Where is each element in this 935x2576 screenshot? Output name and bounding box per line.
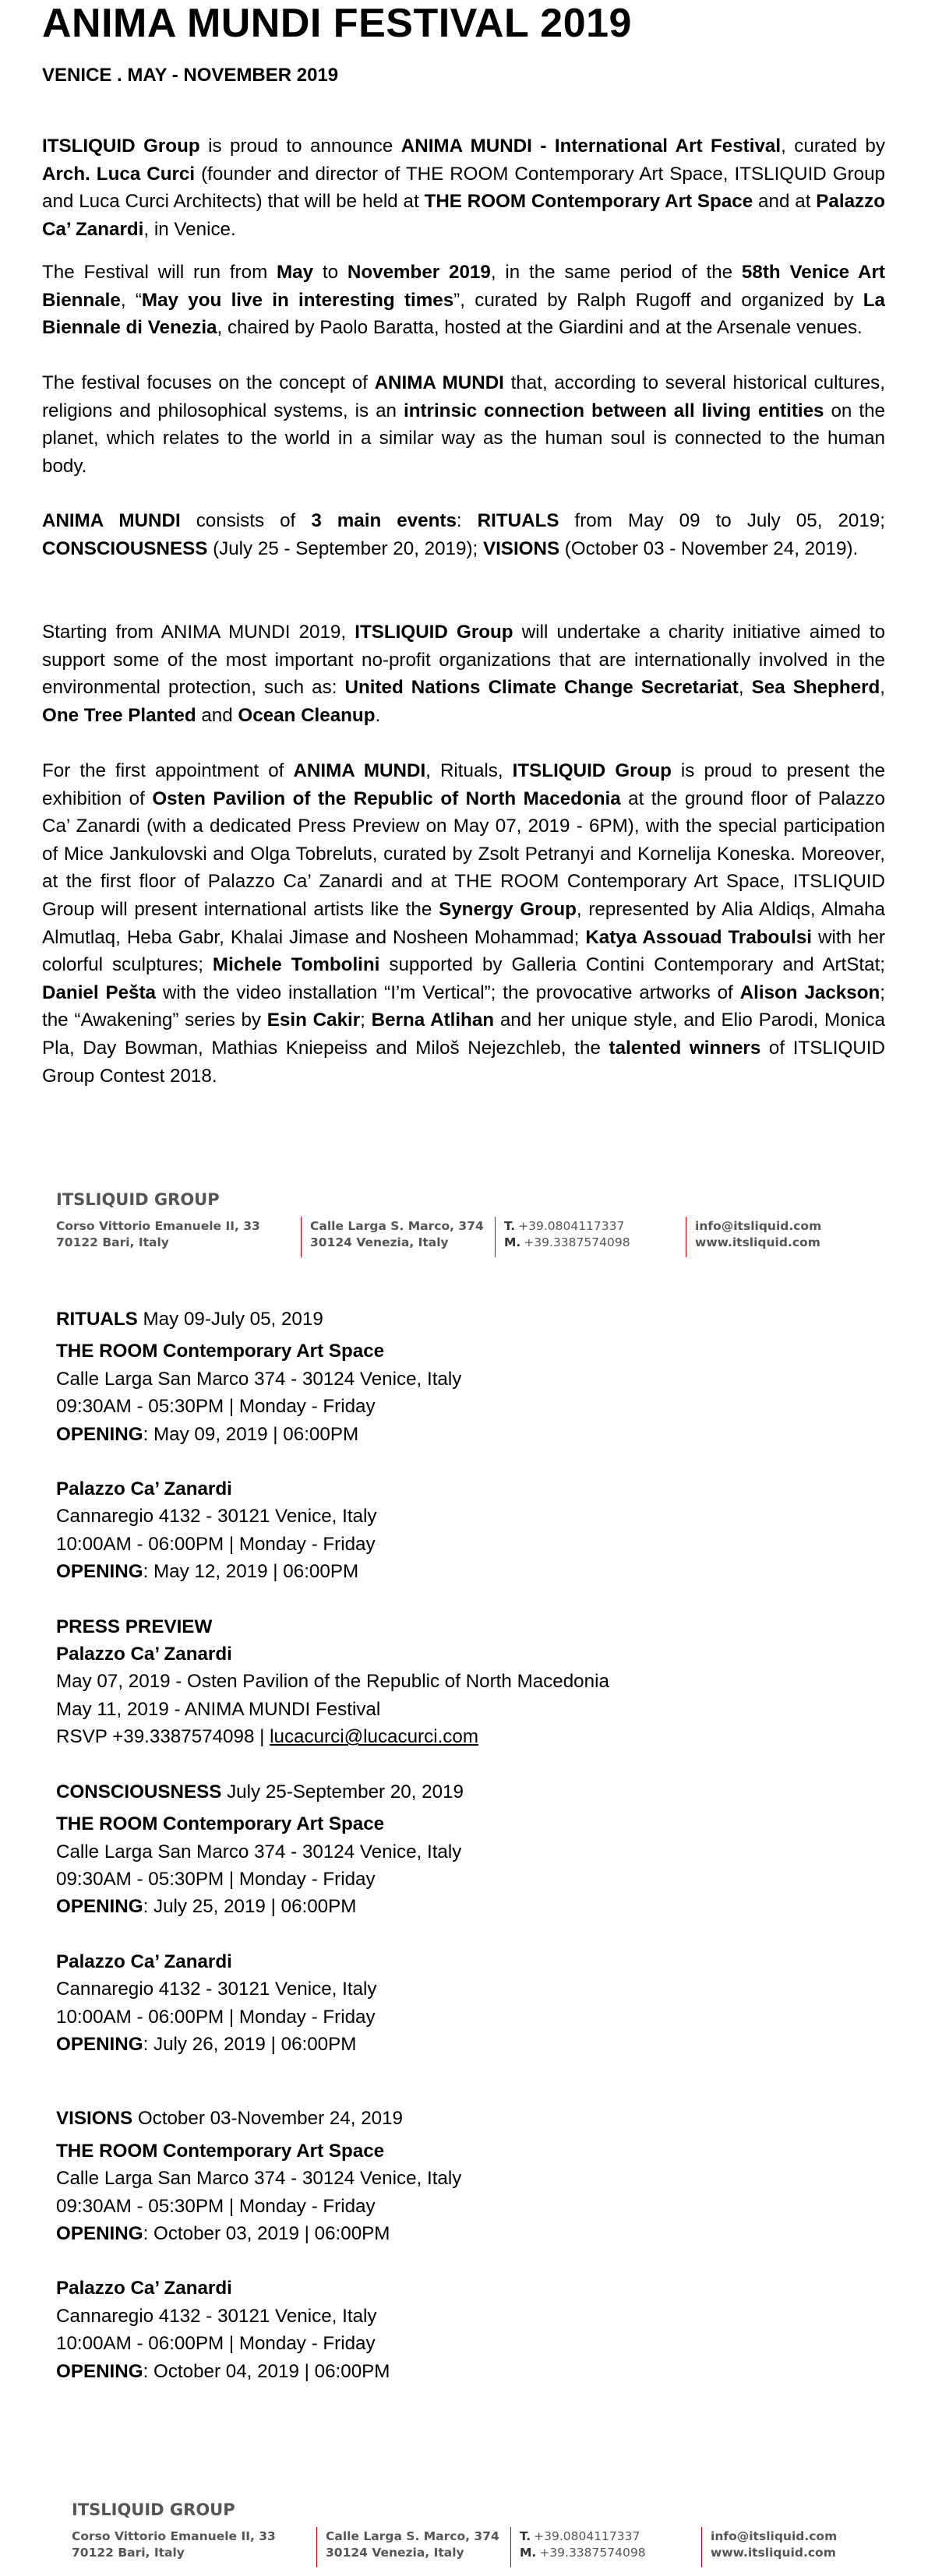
footer-address-line: 30124 Venezia, Italy [310,1235,449,1249]
venue-hours: 10:00AM - 06:00PM | Monday - Friday [56,1533,376,1555]
venue-block [56,1810,882,1921]
footer-contacts [695,1218,821,1251]
footer-divider [495,1217,496,1257]
venue-name: THE ROOM Contemporary Art Space [56,2140,385,2162]
venue-hours: 09:30AM - 05:30PM | Monday - Friday [56,1868,376,1890]
footer-divider [701,2527,702,2567]
venue-opening [56,1893,882,1920]
footer-website-link[interactable]: www.itsliquid.com [711,2546,836,2560]
opening-label: OPENING [56,1896,143,1918]
footer-divider [510,2527,511,2567]
press-preview-title: PRESS PREVIEW [56,1616,213,1637]
venue-name: THE ROOM Contemporary Art Space [56,1341,385,1362]
venue-hours: 09:30AM - 05:30PM | Monday - Friday [56,2195,376,2217]
event-heading [56,1306,882,1333]
footer-address-venezia [326,2528,499,2561]
venue-name: Palazzo Ca’ Zanardi [56,1644,232,1665]
venue-opening [56,2031,882,2058]
opening-value: : July 25, 2019 | 06:00PM [143,1896,357,1918]
footer-company-name: ITSLIQUID GROUP [56,1190,220,1209]
venue-name: Palazzo Ca’ Zanardi [56,1478,232,1500]
footer-address-line: 70122 Bari, Italy [72,2546,185,2560]
event-schedule [56,1306,882,2385]
venue-address: Cannaregio 4132 - 30121 Venice, Italy [56,1979,377,2000]
footer-email-link[interactable]: info@itsliquid.com [695,1219,822,1233]
venue-address: Calle Larga San Marco 374 - 30124 Venice, Italy [56,1841,462,1862]
event-consciousness [56,1778,882,2059]
opening-value: : October 04, 2019 | 06:00PM [143,2360,390,2382]
company-footer-bottom [72,2500,898,2571]
opening-label: OPENING [56,2033,143,2055]
footer-contacts [711,2528,837,2561]
venue-opening [56,1421,882,1448]
event-heading [56,1778,882,1806]
venue-block [56,1475,882,1586]
venue-block [56,1948,882,2059]
footer-website-link[interactable]: www.itsliquid.com [695,1235,820,1249]
footer-phones [520,2528,646,2561]
event-heading [56,2105,882,2132]
venue-name: Palazzo Ca’ Zanardi [56,1951,232,1972]
opening-value: : July 26, 2019 | 06:00PM [143,2033,357,2055]
footer-address-line: Calle Larga S. Marco, 374 [326,2529,499,2543]
opening-value: : May 09, 2019 | 06:00PM [143,1423,359,1445]
intro-paragraph-charity: Starting from ANIMA MUNDI 2019, ITSLIQUID Group will undertake a charity initiative aimed to support some of the most important no-profit organizations that are internationally involved in the environmental protection, such as: United Nations Climate Change Secretariat, Sea Shepherd, One Tree Planted and Ocean Cleanup. [42,622,886,726]
footer-address-bari [72,2528,276,2561]
venue-block [56,2275,882,2385]
footer-address-venezia [310,1218,484,1251]
footer-tel-label: T. [520,2529,531,2543]
venue-opening [56,2358,882,2385]
event-dates: October 03-November 24, 2019 [132,2108,404,2130]
footer-company-name: ITSLIQUID GROUP [72,2500,235,2519]
footer-tel[interactable]: +39.0804117337 [518,1219,625,1233]
press-preview-rsvp [56,1723,882,1750]
footer-address-bari [56,1218,260,1251]
venue-block [56,2137,882,2248]
event-dates: May 09-July 05, 2019 [137,1309,323,1330]
event-dates: July 25-September 20, 2019 [221,1781,464,1802]
press-preview-date: May 07, 2019 - Osten Pavilion of the Republic of North Macedonia [56,1671,609,1693]
footer-mob-label: M. [520,2546,537,2560]
venue-hours: 09:30AM - 05:30PM | Monday - Friday [56,1396,376,1418]
footer-mob-label: M. [504,1235,521,1249]
venue-address: Calle Larga San Marco 374 - 30124 Venice, Italy [56,2168,462,2190]
intro-paragraph-announcement: ITSLIQUID Group is proud to announce ANIMA MUNDI - International Art Festival, curated by Arch. Luca Curci (founder and director of THE ROOM Contemporary Art Space, ITSLIQUID Group and Luca Curci Architects) that will be held at THE ROOM Contemporary Art Space and at Palazzo Ca’ Zanardi, in Venice. [42,136,885,240]
opening-value: : May 12, 2019 | 06:00PM [143,1561,359,1583]
footer-address-line: Corso Vittorio Emanuele II, 33 [72,2529,276,2543]
event-name: VISIONS [56,2108,133,2130]
footer-mob[interactable]: +39.3387574098 [539,2546,646,2560]
intro-paragraph-festival-dates: The Festival will run from May to November 2019, in the same period of the 58th Venice Art Biennale, “May you live in interesting times”, curated by Ralph Rugoff and organized by La Biennale di Venezia, chaired by Paolo Baratta, hosted at the Giardini and at the Arsenale venues. [42,262,886,339]
opening-value: : October 03, 2019 | 06:00PM [143,2222,390,2244]
footer-address-line: Corso Vittorio Emanuele II, 33 [56,1219,260,1233]
footer-address-line: Calle Larga S. Marco, 374 [310,1219,484,1233]
page-subtitle: VENICE . MAY - NOVEMBER 2019 [42,65,339,86]
footer-address-line: 70122 Bari, Italy [56,1235,169,1249]
opening-label: OPENING [56,2360,143,2382]
rsvp-text: RSVP +39.3387574098 | [56,1726,270,1748]
venue-name: Palazzo Ca’ Zanardi [56,2278,232,2299]
page-title: ANIMA MUNDI FESTIVAL 2019 [42,1,632,46]
venue-opening [56,1558,882,1585]
intro-paragraph-events: ANIMA MUNDI consists of 3 main events: RITUALS from May 09 to July 05, 2019; CONSCIOUSNESS (July 25 - September 20, 2019); VISIONS (October 03 - November 24, 2019). [42,510,885,559]
event-rituals [56,1306,882,1586]
venue-opening [56,2220,882,2247]
rsvp-email-link[interactable]: lucacurci@lucacurci.com [270,1726,478,1748]
venue-address: Cannaregio 4132 - 30121 Venice, Italy [56,1506,377,1528]
company-footer-top [56,1190,882,1260]
footer-tel-label: T. [504,1219,516,1233]
venue-hours: 10:00AM - 06:00PM | Monday - Friday [56,2006,376,2028]
footer-divider [316,2527,317,2567]
footer-phones [504,1218,630,1251]
venue-address: Calle Larga San Marco 374 - 30124 Venice, Italy [56,1368,462,1390]
footer-address-line: 30124 Venezia, Italy [326,2546,464,2560]
intro-paragraph-exhibition: For the first appointment of ANIMA MUNDI, Rituals, ITSLIQUID Group is proud to present the exhibition of Osten Pavilion of the Republic of North Macedonia at the ground floor of Palazzo Ca’ Zanardi (with a dedicated Press Preview on May 07, 2019 - 6PM), with the special participation of Mice Jankulovski and Olga Tobreluts, curated by Zsolt Petranyi and Kornelija Koneska. Moreover, at the first floor of Palazzo Ca’ Zanardi and at THE ROOM Contemporary Art Space, ITSLIQUID Group will present international artists like the Synergy Group, represented by Alia Aldiqs, Almaha Almutlaq, Heba Gabr, Khalai Jimase and Nosheen Mohammad; Katya Assouad Traboulsi with her colorful sculptures; Michele Tombolini supported by Galleria Contini Contemporary and ArtStat; Daniel Pešta with the video installation “I’m Vertical”; the provocative artworks of Alison Jackson; the “Awakening” series by Esin Cakir; Berna Atlihan and her unique style, and Elio Parodi, Monica Pla, Day Bowman, Mathias Kniepeiss and Miloš Nejezchleb, the talented winners of ITSLIQUID Group Contest 2018. [42,760,886,1087]
press-preview-date: May 11, 2019 - ANIMA MUNDI Festival [56,1698,381,1720]
venue-hours: 10:00AM - 06:00PM | Monday - Friday [56,2333,376,2355]
footer-mob[interactable]: +39.3387574098 [524,1235,630,1249]
opening-label: OPENING [56,2222,143,2244]
event-visions [56,2105,882,2385]
opening-label: OPENING [56,1423,143,1445]
press-preview [56,1613,882,1751]
opening-label: OPENING [56,1561,143,1583]
venue-block [56,1337,882,1448]
footer-divider [301,1217,302,1257]
venue-address: Cannaregio 4132 - 30121 Venice, Italy [56,2305,377,2327]
event-name: CONSCIOUSNESS [56,1781,222,1802]
venue-name: THE ROOM Contemporary Art Space [56,1813,385,1835]
event-name: RITUALS [56,1309,138,1330]
footer-email-link[interactable]: info@itsliquid.com [711,2529,838,2543]
intro-paragraph-concept: The festival focuses on the concept of ANIMA MUNDI that, according to several historical cultures, religions and philosophical systems, is an intrinsic connection between all living entities on the planet, which relates to the world in a similar way as the human soul is connected to the human body. [42,372,885,477]
footer-tel[interactable]: +39.0804117337 [534,2529,640,2543]
